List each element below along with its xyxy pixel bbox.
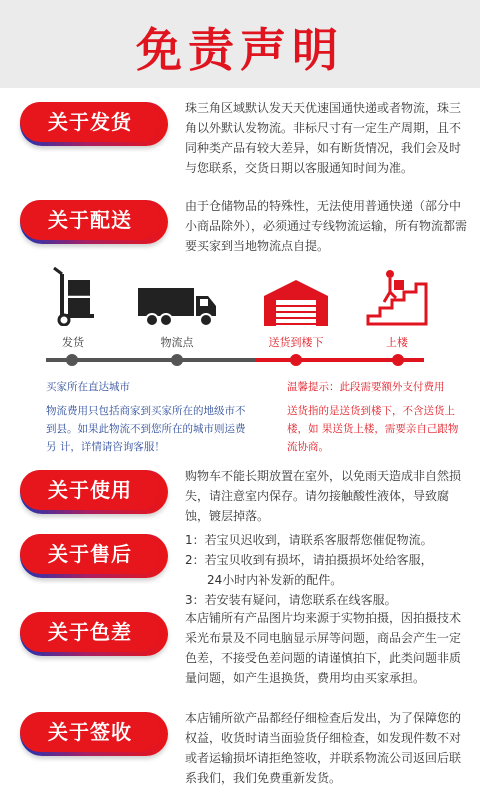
badge-usage [20,470,168,514]
usage-text: 购物车不能长期放置在室外，以免雨天造成非自然损失，请注意室内保存。请勿接触酸性液体，导致腐蚀，镀层掉落。 [185,469,462,523]
left-note-body: 物流费用只包括商家到买家所在的地级市不到县。如果此物流不到您所在的城市则运费另 计，详情请咨询客服！ [46,405,246,453]
badge-after-sales-label: 关于售后 [20,534,160,574]
badge-shipping-label: 关于发货 [20,102,160,142]
hand-truck-boxes-icon [44,264,102,326]
badge-shipping [20,102,168,146]
badge-sign-for-label: 关于签收 [20,712,160,752]
right-note-body: 送货指的是送货到楼下，不含送货上楼，如 果送货上楼，需要亲自己跟物流协商。 [287,405,459,453]
badge-color-difference-label: 关于色差 [20,612,160,652]
shipping-text: 珠三角区域默认发天天优速国通快递或者物流，珠三角以外默认发物流。非标尺寸有一定生产周期，且不同种类产品有较大差异，如有断货情况，我们会及时与您联系，交货日期以客服通知时间为准。 [185,101,462,175]
step-label-upstairs: 上楼 [386,336,408,349]
delivery-text: 由于仓储物品的特殊性，无法使用普通快递（部分中小商品除外），必须通过专线物流运输，所有物流都需要买家到当地物流点自提。 [185,199,468,253]
badge-delivery [20,200,168,244]
timeline-dot [290,354,302,366]
color-difference-text: 本店铺所有产品图片均来源于实物拍摄，因拍摄技术采光布景及不同电脑显示屏等问题，商品会产生一定色差，不接受色差问题的请谨慎拍下，此类问题非质量问题，如产生退换货，费用均由买家承担。 [185,611,462,685]
after-sales-line: 2：若宝贝收到有损坏，请拍摄损坏处给客服， [185,553,433,567]
delivery-truck-icon [136,284,218,328]
after-sales-line: 3：若安装有疑问，请您联系在线客服。 [185,593,397,607]
page-title: 免责声明 [136,23,344,77]
right-note-title: 温馨提示：此段需要额外支付费用 [287,381,445,393]
badge-delivery-label: 关于配送 [20,200,160,240]
step-label-logistics: 物流点 [160,336,194,349]
after-sales-list [185,530,470,610]
step-label-ship: 发货 [62,336,84,349]
badge-color-difference [20,612,168,656]
header-banner [0,0,480,88]
badge-after-sales [20,534,168,578]
timeline-dot [392,354,404,366]
warehouse-icon [260,278,332,328]
badge-usage-label: 关于使用 [20,470,160,510]
after-sales-line: 24小时内补发新的配件。 [207,573,343,587]
after-sales-line: 1：若宝贝迟收到，请联系客服帮您催促物流。 [185,533,433,547]
shipping-process [0,262,480,462]
step-label-downstairs: 送货到楼下 [268,336,324,349]
left-note-title: 买家所在直达城市 [46,381,130,393]
timeline-dot [66,354,78,366]
stairs-person-icon [364,268,430,328]
sign-for-text: 本店铺所欲产品都经仔细检查后发出，为了保障您的权益，收货时请当面验货仔细检查，如发现件数不对或者运输损坏请拒绝签收，并联系物流公司返回后联系我们，我们免费重新发货。 [185,711,462,785]
badge-sign-for [20,712,168,756]
timeline-dot [171,354,183,366]
